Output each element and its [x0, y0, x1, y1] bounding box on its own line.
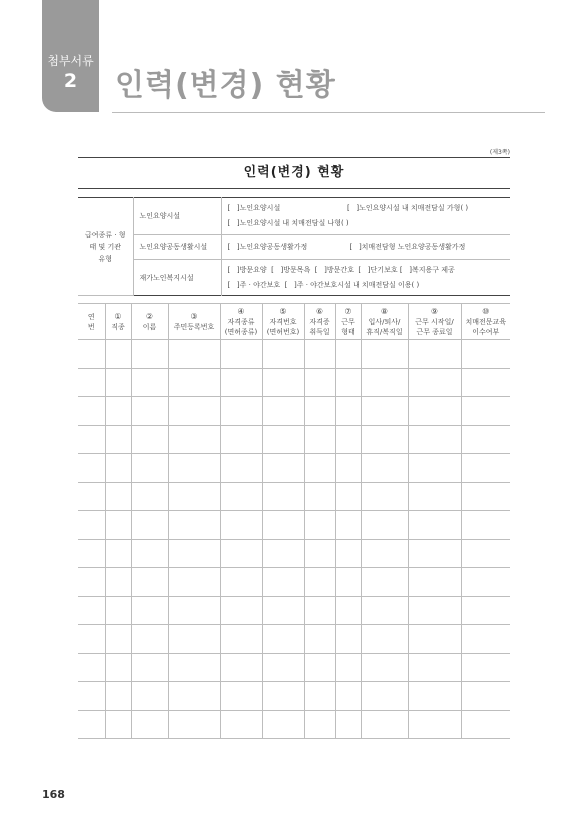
personnel-form [78, 147, 510, 739]
table-cell[interactable] [335, 511, 361, 540]
table-cell[interactable] [361, 397, 408, 426]
table-cell[interactable] [220, 454, 262, 483]
table-cell[interactable] [105, 482, 131, 511]
table-cell[interactable] [361, 710, 408, 739]
table-cell[interactable] [408, 454, 461, 483]
table-cell[interactable] [304, 539, 335, 568]
table-cell[interactable] [131, 368, 168, 397]
table-cell[interactable] [105, 511, 131, 540]
table-cell[interactable] [361, 653, 408, 682]
table-cell[interactable] [168, 682, 220, 711]
table-cell[interactable] [78, 511, 105, 540]
table-cell[interactable] [408, 539, 461, 568]
table-cell[interactable] [131, 710, 168, 739]
table-cell[interactable] [105, 340, 131, 369]
section-tab-label: 첨부서류 [47, 54, 94, 68]
table-cell[interactable] [262, 710, 304, 739]
table-row [78, 425, 510, 454]
table-cell[interactable] [304, 397, 335, 426]
table-cell[interactable] [408, 368, 461, 397]
table-cell[interactable] [461, 425, 510, 454]
facility-type-name: 노인요양시설 [133, 198, 221, 235]
table-cell[interactable] [105, 368, 131, 397]
table-cell[interactable] [304, 454, 335, 483]
table-row [78, 482, 510, 511]
table-cell[interactable] [335, 653, 361, 682]
page-number: 168 [42, 788, 65, 801]
table-cell[interactable] [361, 511, 408, 540]
table-cell[interactable] [361, 539, 408, 568]
table-cell[interactable] [131, 454, 168, 483]
table-cell[interactable] [262, 596, 304, 625]
col-header-employment-dates: ⑧ 입사/퇴사/ 휴직/복직일 [361, 304, 408, 340]
table-cell[interactable] [131, 340, 168, 369]
table-cell[interactable] [461, 710, 510, 739]
table-row [78, 625, 510, 654]
table-cell[interactable] [78, 397, 105, 426]
table-cell[interactable] [78, 568, 105, 597]
table-cell[interactable] [408, 682, 461, 711]
table-cell[interactable] [408, 625, 461, 654]
table-cell[interactable] [461, 653, 510, 682]
table-cell[interactable] [131, 596, 168, 625]
table-cell[interactable] [168, 625, 220, 654]
table-cell[interactable] [220, 653, 262, 682]
table-row [78, 454, 510, 483]
section-tab [42, 0, 99, 112]
table-cell[interactable] [105, 596, 131, 625]
table-cell[interactable] [168, 596, 220, 625]
table-cell[interactable] [304, 482, 335, 511]
table-cell[interactable] [105, 710, 131, 739]
table-cell[interactable] [304, 511, 335, 540]
table-row [78, 340, 510, 369]
table-cell[interactable] [220, 568, 262, 597]
table-cell[interactable] [220, 368, 262, 397]
table-cell[interactable] [461, 539, 510, 568]
table-cell[interactable] [335, 539, 361, 568]
col-header-resident-number: ③ 주민등록번호 [168, 304, 220, 340]
table-row [78, 568, 510, 597]
table-cell[interactable] [105, 397, 131, 426]
form-page-number: (제3쪽) [489, 149, 510, 156]
table-cell[interactable] [105, 653, 131, 682]
section-tab-number: 2 [63, 70, 78, 92]
table-cell[interactable] [78, 368, 105, 397]
table-cell[interactable] [461, 682, 510, 711]
col-header-name: ② 이름 [131, 304, 168, 340]
table-cell[interactable] [168, 454, 220, 483]
table-cell[interactable] [105, 568, 131, 597]
table-cell[interactable] [131, 511, 168, 540]
table-cell[interactable] [461, 625, 510, 654]
form-title: 인력(변경) 현황 [78, 157, 510, 189]
table-cell[interactable] [78, 596, 105, 625]
table-cell[interactable] [262, 482, 304, 511]
table-cell[interactable] [304, 368, 335, 397]
table-cell[interactable] [408, 710, 461, 739]
table-cell[interactable] [220, 710, 262, 739]
table-cell[interactable] [361, 425, 408, 454]
table-cell[interactable] [220, 482, 262, 511]
table-cell[interactable] [220, 539, 262, 568]
table-cell[interactable] [168, 653, 220, 682]
table-cell[interactable] [304, 653, 335, 682]
table-cell[interactable] [335, 454, 361, 483]
table-cell[interactable] [408, 482, 461, 511]
table-cell[interactable] [78, 539, 105, 568]
facility-type-options [221, 198, 510, 235]
table-cell[interactable] [105, 682, 131, 711]
table-cell[interactable] [168, 539, 220, 568]
table-row [78, 368, 510, 397]
table-cell[interactable] [262, 682, 304, 711]
table-cell[interactable] [262, 625, 304, 654]
table-cell[interactable] [461, 368, 510, 397]
table-row [78, 511, 510, 540]
table-cell[interactable] [335, 596, 361, 625]
table-cell[interactable] [220, 625, 262, 654]
table-cell[interactable] [168, 710, 220, 739]
table-cell[interactable] [262, 397, 304, 426]
table-cell[interactable] [78, 653, 105, 682]
table-cell[interactable] [105, 539, 131, 568]
table-cell[interactable] [335, 425, 361, 454]
table-cell[interactable] [361, 625, 408, 654]
table-cell[interactable] [304, 625, 335, 654]
table-cell[interactable] [335, 368, 361, 397]
facility-option-line: [ ]노인요양공동생활가정 [ ]치매전담형 노인요양공동생활가정 [227, 242, 466, 251]
col-header-license-type: ④ 자격종류 (면허종류) [220, 304, 262, 340]
table-cell[interactable] [131, 625, 168, 654]
table-cell[interactable] [168, 340, 220, 369]
table-cell[interactable] [304, 340, 335, 369]
table-cell[interactable] [304, 425, 335, 454]
table-cell[interactable] [78, 625, 105, 654]
table-cell[interactable] [408, 425, 461, 454]
table-cell[interactable] [361, 482, 408, 511]
table-cell[interactable] [361, 368, 408, 397]
facility-type-table [78, 197, 510, 296]
table-cell[interactable] [131, 425, 168, 454]
table-cell[interactable] [168, 368, 220, 397]
table-cell[interactable] [335, 397, 361, 426]
table-cell[interactable] [304, 710, 335, 739]
table-cell[interactable] [361, 596, 408, 625]
table-cell[interactable] [220, 340, 262, 369]
col-header-license-date: ⑥ 자격증 취득일 [304, 304, 335, 340]
table-cell[interactable] [361, 454, 408, 483]
table-cell[interactable] [220, 682, 262, 711]
table-cell[interactable] [220, 596, 262, 625]
table-cell[interactable] [361, 568, 408, 597]
table-cell[interactable] [262, 425, 304, 454]
table-cell[interactable] [105, 425, 131, 454]
page-title: 인력(변경) 현황 [115, 68, 336, 103]
col-header-license-number: ⑤ 자격번호 (면허번호) [262, 304, 304, 340]
facility-option-line: [ ]방문요양 [ ]방문목욕 [ ]방문간호 [ ]단기보호 [ ]복지용구 제공 [227, 265, 455, 274]
table-cell[interactable] [78, 482, 105, 511]
table-cell[interactable] [78, 340, 105, 369]
facility-type-options [221, 260, 510, 296]
facility-option-line: [ ]주 · 야간보호 [ ]주 · 야간보호시설 내 치매전담실 이용( ) [227, 280, 420, 289]
table-row [78, 596, 510, 625]
facility-option-line: [ ]노인요양시설 [ ]노인요양시설 내 치매전담실 가형( ) [227, 204, 469, 212]
table-cell[interactable] [408, 340, 461, 369]
table-cell[interactable] [220, 397, 262, 426]
facility-type-name: 노인요양공동생활시설 [133, 235, 221, 260]
table-cell[interactable] [262, 368, 304, 397]
table-cell[interactable] [131, 653, 168, 682]
table-cell[interactable] [168, 397, 220, 426]
table-cell[interactable] [262, 511, 304, 540]
table-cell[interactable] [408, 511, 461, 540]
table-cell[interactable] [78, 682, 105, 711]
table-cell[interactable] [262, 454, 304, 483]
facility-type-name: 재가노인복지시설 [133, 260, 221, 296]
title-divider [112, 112, 545, 113]
table-cell[interactable] [78, 425, 105, 454]
facility-type-options [221, 235, 510, 260]
table-cell[interactable] [461, 340, 510, 369]
table-row [78, 682, 510, 711]
table-cell[interactable] [262, 340, 304, 369]
table-cell[interactable] [335, 710, 361, 739]
table-cell[interactable] [335, 340, 361, 369]
table-cell[interactable] [408, 596, 461, 625]
table-cell[interactable] [335, 482, 361, 511]
table-cell[interactable] [304, 568, 335, 597]
table-cell[interactable] [131, 682, 168, 711]
col-header-work-type: ⑦ 근무 형태 [335, 304, 361, 340]
table-cell[interactable] [105, 625, 131, 654]
table-cell[interactable] [78, 710, 105, 739]
table-cell[interactable] [78, 454, 105, 483]
col-header-serial: 연 번 [78, 304, 105, 340]
table-cell[interactable] [408, 568, 461, 597]
table-row [78, 397, 510, 426]
table-cell[interactable] [304, 682, 335, 711]
col-header-job-type: ① 직종 [105, 304, 131, 340]
table-cell[interactable] [131, 568, 168, 597]
table-cell[interactable] [220, 425, 262, 454]
staff-roster-table [78, 303, 510, 739]
table-cell[interactable] [220, 511, 262, 540]
table-cell[interactable] [335, 568, 361, 597]
table-cell[interactable] [105, 454, 131, 483]
table-cell[interactable] [408, 653, 461, 682]
table-cell[interactable] [262, 568, 304, 597]
table-cell[interactable] [361, 340, 408, 369]
table-cell[interactable] [304, 596, 335, 625]
col-header-work-period: ⑨ 근무 시작일/ 근무 종료일 [408, 304, 461, 340]
table-row [78, 710, 510, 739]
facility-option-line: [ ]노인요양시설 내 치매전담실 나형( ) [227, 219, 349, 227]
table-cell[interactable] [461, 568, 510, 597]
table-cell[interactable] [168, 482, 220, 511]
table-cell[interactable] [461, 596, 510, 625]
table-row [78, 539, 510, 568]
table-cell[interactable] [335, 625, 361, 654]
facility-category-label: 급여종류 · 형 태 및 기관 유형 [78, 198, 133, 296]
table-row [78, 653, 510, 682]
table-cell[interactable] [461, 511, 510, 540]
table-cell[interactable] [131, 482, 168, 511]
table-cell[interactable] [461, 397, 510, 426]
table-cell[interactable] [168, 568, 220, 597]
table-cell[interactable] [131, 397, 168, 426]
table-cell[interactable] [461, 482, 510, 511]
table-cell[interactable] [361, 682, 408, 711]
table-cell[interactable] [168, 425, 220, 454]
table-cell[interactable] [262, 653, 304, 682]
col-header-dementia-training: ⑩ 치매전문교육 이수여부 [461, 304, 510, 340]
table-cell[interactable] [131, 539, 168, 568]
table-cell[interactable] [335, 682, 361, 711]
table-cell[interactable] [408, 397, 461, 426]
table-cell[interactable] [262, 539, 304, 568]
table-cell[interactable] [168, 511, 220, 540]
table-cell[interactable] [461, 454, 510, 483]
